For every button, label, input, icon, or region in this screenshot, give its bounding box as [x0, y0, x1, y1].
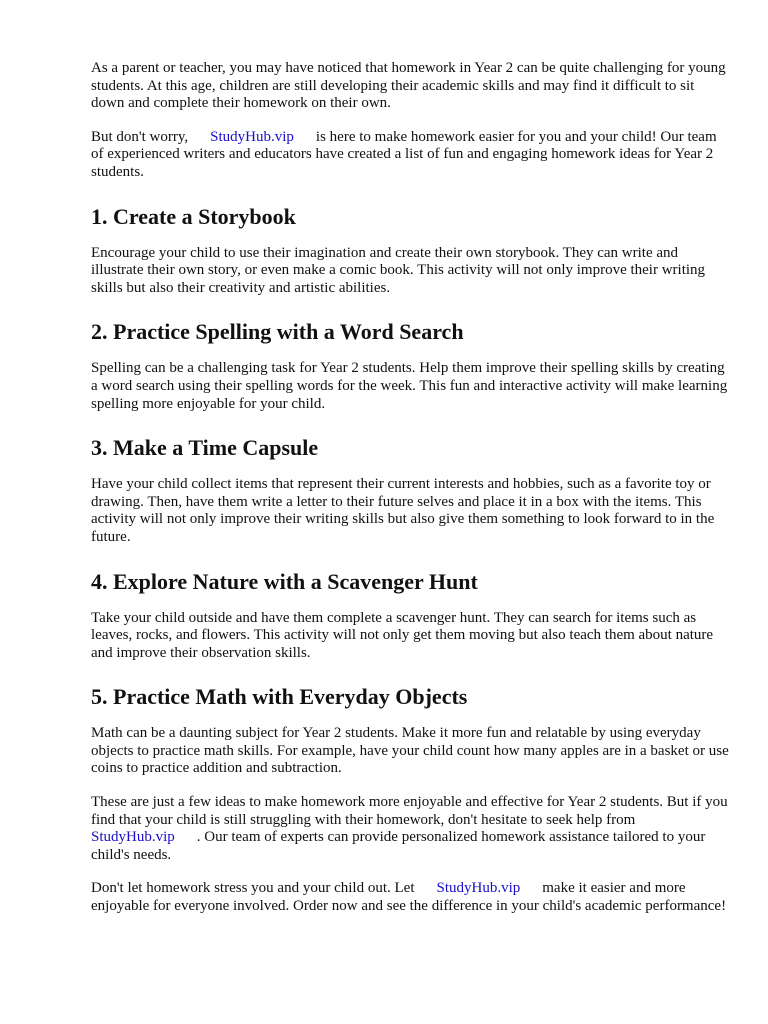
section-body-5: Math can be a daunting subject for Year 2 students. Make it more fun and relatable by using everyday objects to practice math skills. For example, have your child count how many apples are in a basket or use coins to practice addition and subtraction.	[91, 725, 729, 777]
section-heading-4: 4. Explore Nature with a Scavenger Hunt	[91, 568, 478, 594]
section-heading-2: 2. Practice Spelling with a Word Search	[91, 319, 464, 345]
closing-text-before-link-1: These are just a few ideas to make homework more enjoyable and effective for Year 2 students. But if you find that your child is still struggling with their homework, don't hesitate to seek help from	[91, 794, 728, 828]
section-heading-1: 1. Create a Storybook	[91, 203, 296, 229]
closing-paragraph-2	[91, 880, 731, 915]
closing-text-after-link-1: . Our team of experts can provide personalized homework assistance tailored to your child's needs.	[91, 829, 706, 863]
section-heading-3: 3. Make a Time Capsule	[91, 435, 319, 461]
section-heading-5: 5. Practice Math with Everyday Objects	[91, 684, 468, 710]
closing-paragraph-1	[91, 794, 731, 864]
studyhub-link-closing-1[interactable]: StudyHub.vip	[91, 829, 175, 846]
document-page	[91, 60, 731, 932]
studyhub-link-closing-2[interactable]: StudyHub.vip	[436, 880, 521, 897]
section-body-2: Spelling can be a challenging task for Year 2 students. Help them improve their spelling skills by creating a word search using their spelling words for the week. This fun and interactive activity will make learning spelling more enjoyable for your child.	[91, 360, 728, 412]
intro-paragraph-2	[91, 129, 731, 182]
closing-text-before-link-2: Don't let homework stress you and your child out. Let	[91, 880, 415, 897]
intro-text-after-link: is here to make homework easier for you and your child! Our team of experienced writers and educators have created a list of fun and engaging homework ideas for Year 2 students.	[91, 128, 717, 180]
section-body-3: Have your child collect items that represent their current interests and hobbies, such as a favorite toy or drawing. Then, have them write a letter to their future selves and place it in a box with the items. This activity will not only improve their writing skills but also give them something to look forward to in the future.	[91, 476, 715, 545]
intro-text-before-link: But don't worry,	[91, 128, 189, 145]
studyhub-link-intro[interactable]: StudyHub.vip	[210, 128, 294, 145]
section-body-1: Encourage your child to use their imagination and create their own storybook. They can write and illustrate their own story, or even make a comic book. This activity will not only improve their writing skills but also their creativity and artistic abilities.	[91, 244, 706, 296]
section-body-4: Take your child outside and have them complete a scavenger hunt. They can search for items such as leaves, rocks, and flowers. This activity will not only get them moving but also teach them about nature and improve their observation skills.	[91, 609, 714, 661]
intro-paragraph-1: As a parent or teacher, you may have noticed that homework in Year 2 can be quite challenging for young students. At this age, children are still developing their academic skills and may find it difficult to sit down and complete their homework on their own.	[91, 60, 726, 112]
closing-text-after-link-2: make it easier and more enjoyable for everyone involved. Order now and see the difference in your child's academic performance!	[91, 880, 727, 915]
